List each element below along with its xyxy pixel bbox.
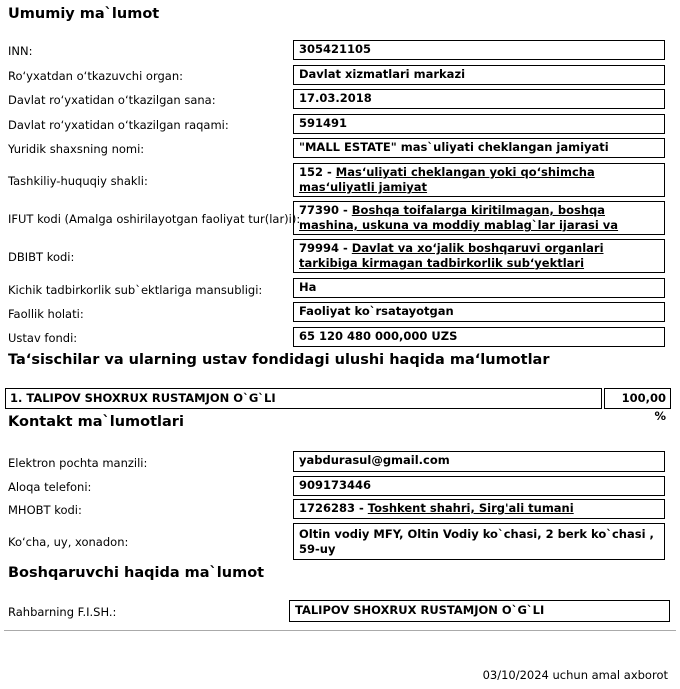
legal-form-link[interactable]: Mas‘uliyati cheklangan yoki qo‘shimcha mas‘uliyatli jamiyat — [299, 165, 595, 194]
email-label: Elektron pochta manzili: — [8, 456, 148, 470]
phone-value: 909173446 — [293, 476, 665, 496]
address-label: Ko‘cha, uy, xonadon: — [8, 535, 129, 549]
footer-date-note: 03/10/2024 uchun amal axborot — [482, 668, 668, 682]
legal-form-label: Tashkiliy-huquqiy shakli: — [8, 174, 148, 188]
inn-label: INN: — [8, 44, 33, 58]
divider — [4, 630, 676, 631]
inn-value: 305421105 — [293, 40, 665, 60]
section-title-founders: Ta‘sischilar va ularning ustav fondidagi ulushi haqida ma‘lumotlar — [8, 352, 550, 368]
activity-status-label: Faollik holati: — [8, 307, 84, 321]
dbibt-code: 79994 — [299, 241, 340, 255]
small-business-label: Kichik tadbirkorlik sub`ektlariga mansubligi: — [8, 283, 263, 297]
mhobt-label: MHOBT kodi: — [8, 503, 82, 517]
founder-name: 1. TALIPOV SHOXRUX RUSTAMJON O`G`LI — [5, 388, 602, 409]
ifut-value: 77390 - Boshqa toifalarga kiritilmagan, boshqa mashina, uskuna va moddiy mablag`lar ijarasi va — [293, 201, 665, 235]
manager-value: TALIPOV SHOXRUX RUSTAMJON O`G`LI — [289, 600, 670, 622]
mhobt-value: 1726283 - Toshkent shahri, Sirg'ali tumani — [293, 499, 665, 519]
mhobt-code: 1726283 — [299, 501, 356, 515]
manager-label: Rahbarning F.I.SH.: — [8, 605, 117, 619]
ifut-link[interactable]: Boshqa toifalarga kiritilmagan, boshqa mashina, uskuna va moddiy mablag`lar ijarasi va — [299, 203, 619, 232]
section-title-contact: Kontakt ma`lumotlari — [8, 414, 184, 430]
ifut-label: IFUT kodi (Amalga oshirilayotgan faoliyat tur(lar)i): — [8, 212, 301, 226]
section-title-manager: Boshqaruvchi haqida ma`lumot — [8, 565, 265, 581]
section-title-general: Umumiy ma`lumot — [8, 6, 160, 22]
charter-fund-label: Ustav fondi: — [8, 331, 78, 345]
charter-fund-value: 65 120 480 000,000 UZS — [293, 327, 665, 347]
registration-number-label: Davlat ro‘yxatidan o‘tkazilgan raqami: — [8, 118, 229, 132]
dbibt-link[interactable]: Davlat va xo‘jalik boshqaruvi organlari tarkibiga kirmagan tadbirkorlik sub‘yektlari — [299, 241, 604, 270]
ifut-code: 77390 — [299, 203, 340, 217]
dbibt-label: DBIBT kodi: — [8, 250, 75, 264]
registering-organ-label: Ro‘yxatdan o‘tkazuvchi organ: — [8, 69, 183, 83]
legal-name-value: "MALL ESTATE" mas`uliyati cheklangan jamiyati — [293, 138, 665, 158]
mhobt-link[interactable]: Toshkent shahri, Sirg'ali tumani — [367, 501, 574, 515]
registration-date-label: Davlat ro‘yxatidan o‘tkazilgan sana: — [8, 93, 216, 107]
phone-label: Aloqa telefoni: — [8, 480, 92, 494]
registration-date-value: 17.03.2018 — [293, 89, 665, 109]
dbibt-value: 79994 - Davlat va xo‘jalik boshqaruvi organlari tarkibiga kirmagan tadbirkorlik sub‘yektlari — [293, 239, 665, 273]
address-value: Oltin vodiy MFY, Oltin Vodiy ko`chasi, 2 berk ko`chasi , 59-uy — [293, 523, 665, 560]
activity-status-value: Faoliyat ko`rsatayotgan — [293, 302, 665, 322]
legal-form-code: 152 — [299, 165, 324, 179]
registering-organ-value: Davlat xizmatlari markazi — [293, 65, 665, 85]
founder-share: 100,00 % — [604, 388, 671, 409]
legal-name-label: Yuridik shaxsning nomi: — [8, 142, 145, 156]
email-value: yabdurasul@gmail.com — [293, 451, 665, 472]
legal-form-value: 152 - Mas‘uliyati cheklangan yoki qo‘shimcha mas‘uliyatli jamiyat — [293, 163, 665, 197]
small-business-value: Ha — [293, 278, 665, 298]
registration-number-value: 591491 — [293, 114, 665, 134]
